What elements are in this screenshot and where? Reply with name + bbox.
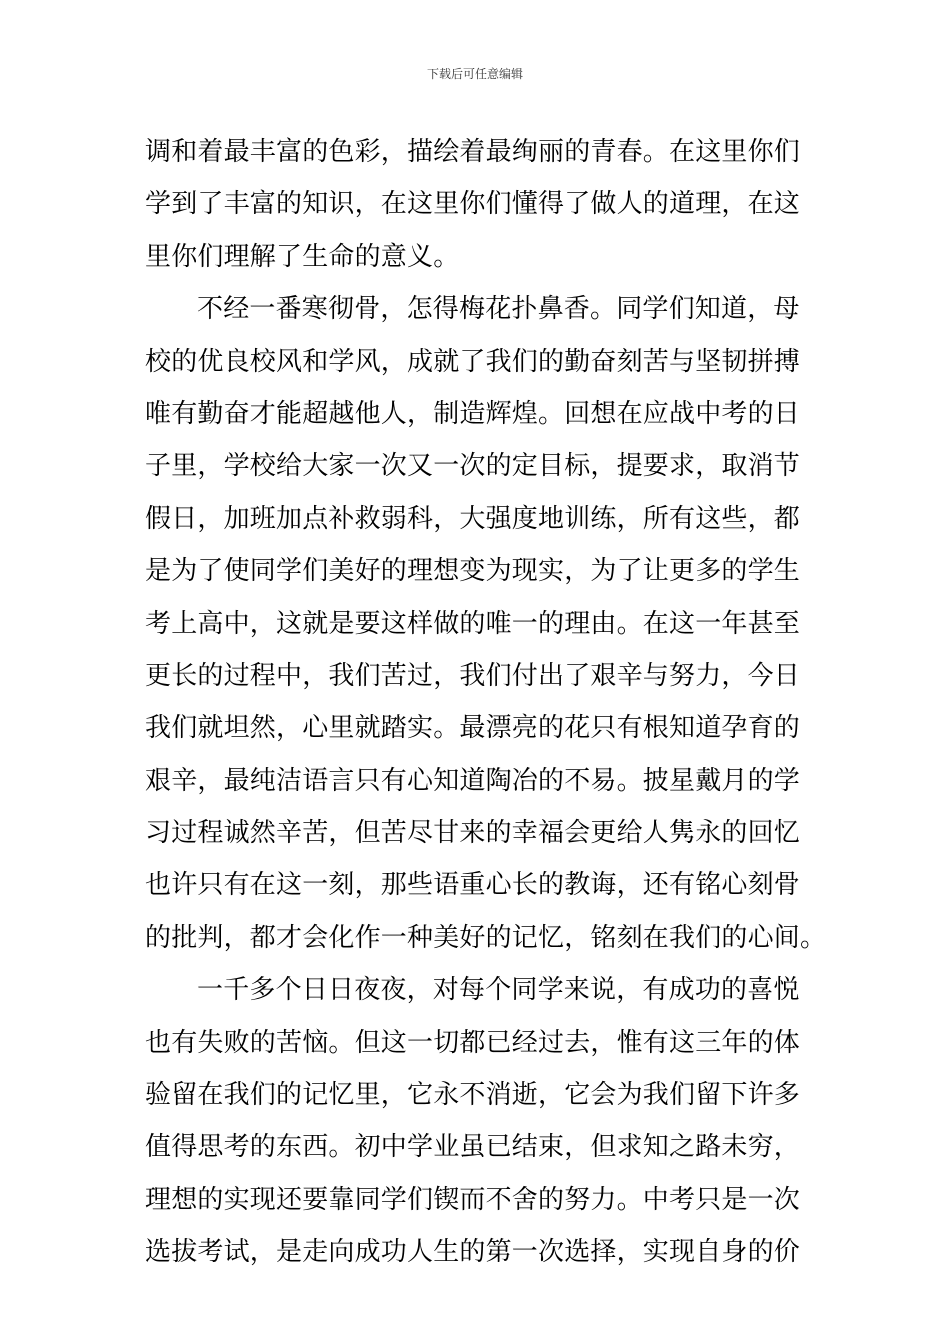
- document-body: [145, 126, 827, 1279]
- text-line-16: 的批判，都才会化作一种美好的记忆，铭刻在我们的心间。: [145, 922, 827, 953]
- text-line-7: 子里，学校给大家一次又一次的定目标，提要求，取消节: [145, 451, 801, 482]
- text-line-17: 一千多个日日夜夜，对每个同学来说，有成功的喜悦: [197, 975, 800, 1006]
- text-line-10: 考上高中，这就是要这样做的唯一的理由。在这一年甚至: [145, 608, 801, 639]
- text-line-11: 更长的过程中，我们苦过，我们付出了艰辛与努力，今日: [145, 660, 801, 691]
- text-line-1: 调和着最丰富的色彩，描绘着最绚丽的青春。在这里你们: [145, 137, 801, 167]
- text-line-18: 也有失败的苦恼。但这一切都已经过去，惟有这三年的体: [145, 1027, 801, 1058]
- text-line-14: 习过程诚然辛苦，但苦尽甘来的幸福会更给人隽永的回忆: [145, 818, 801, 849]
- text-line-13: 艰辛，最纯洁语言只有心知道陶冶的不易。披星戴月的学: [145, 765, 801, 796]
- text-line-15: 也许只有在这一刻，那些语重心长的教诲，还有铭心刻骨: [145, 870, 801, 901]
- text-line-22: 选拔考试，是走向成功人生的第一次选择，实现自身的价: [145, 1237, 801, 1268]
- text-line-8: 假日，加班加点补救弱科，大强度地训练，所有这些，都: [145, 503, 801, 534]
- text-line-19: 验留在我们的记忆里，它永不消逝，它会为我们留下许多: [145, 1080, 801, 1111]
- text-line-6: 唯有勤奋才能超越他人，制造辉煌。回想在应战中考的日: [145, 398, 801, 429]
- text-line-9: 是为了使同学们美好的理想变为现实，为了让更多的学生: [145, 556, 801, 587]
- text-line-5: 校的优良校风和学风，成就了我们的勤奋刻苦与坚韧拼搏: [145, 346, 801, 377]
- text-line-2: 学到了丰富的知识，在这里你们懂得了做人的道理，在这: [145, 189, 801, 220]
- text-line-21: 理想的实现还要靠同学们锲而不舍的努力。中考只是一次: [145, 1184, 801, 1215]
- text-line-20: 值得思考的东西。初中学业虽已结束，但求知之路未穷，: [145, 1132, 801, 1163]
- page-header: 下载后可任意编辑: [426, 67, 523, 81]
- text-line-12: 我们就坦然，心里就踏实。最漂亮的花只有根知道孕育的: [145, 713, 801, 744]
- text-line-3: 里你们理解了生命的意义。: [145, 241, 460, 272]
- text-line-4: 不经一番寒彻骨，怎得梅花扑鼻香。同学们知道，母: [197, 294, 800, 325]
